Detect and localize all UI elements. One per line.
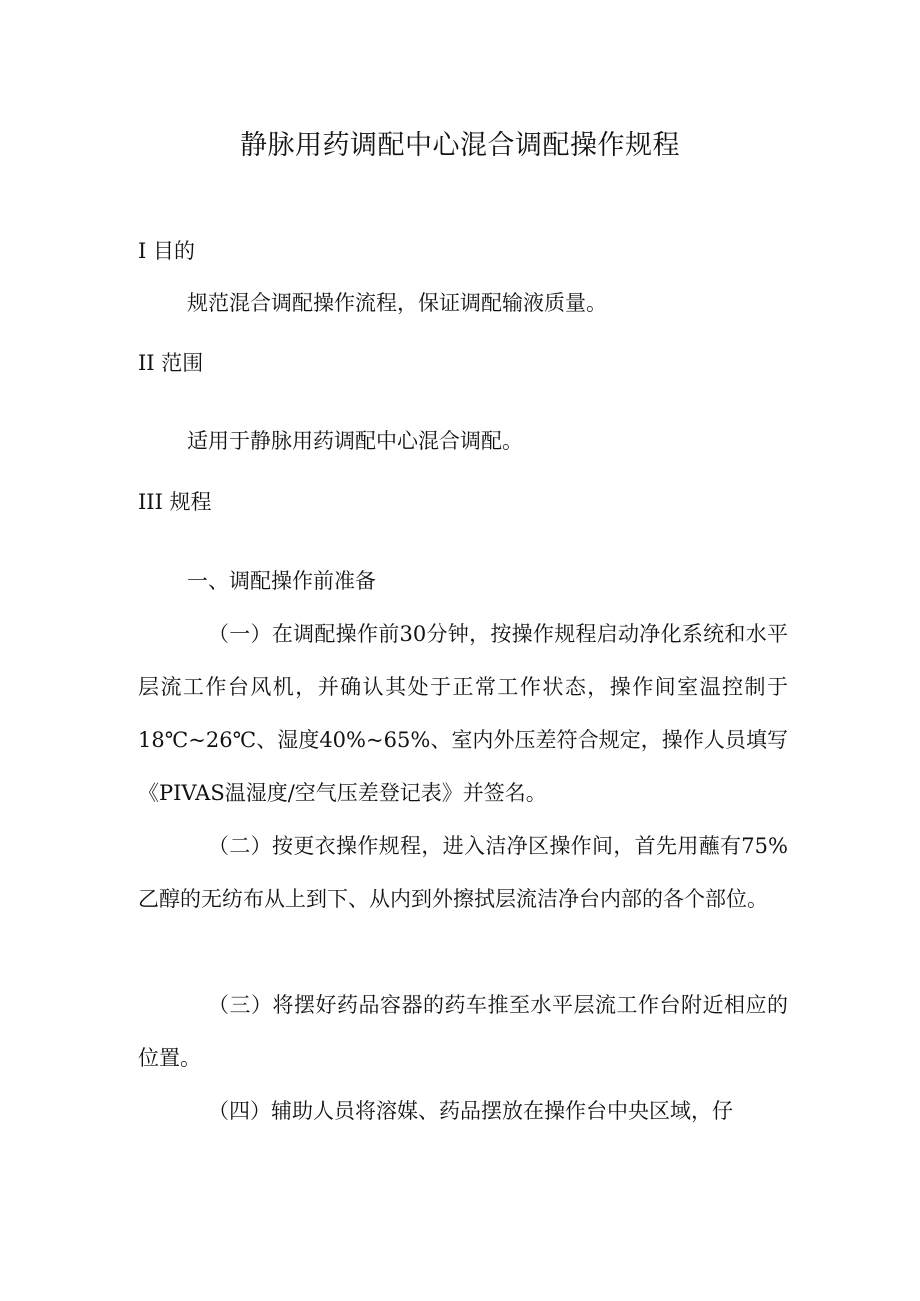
subheading-preparation: 一、调配操作前准备 [187,569,376,593]
section-body-scope: 适用于静脉用药调配中心混合调配。 [187,429,523,453]
section-heading-scope: II 范围 [138,351,204,375]
paragraph-item-1: （一）在调配操作前30分钟，按操作规程启动净化系统和水平层流工作台风机，并确认其处于正常工作状态，操作间室温控制于18℃~26℃、湿度40%~65%、室内外压差符合规定，操作人员填写《PIVAS温湿度/空气压差登记表》并签名。 [138,622,788,805]
section-heading-procedure: III 规程 [138,490,212,514]
section-heading-purpose: I 目的 [138,239,195,263]
paragraph-item-4: （四）辅助人员将溶媒、药品摆放在操作台中央区域，仔 [208,1099,733,1123]
document-title: 静脉用药调配中心混合调配操作规程 [240,130,680,161]
section-body-purpose: 规范混合调配操作流程，保证调配输液质量。 [187,291,607,315]
paragraph-item-3: （三）将摆好药品容器的药车推至水平层流工作台附近相应的位置。 [138,993,788,1070]
paragraph-item-2: （二）按更衣操作规程，进入洁净区操作间，首先用蘸有75%乙醇的无纺布从上到下、从内到外擦拭层流洁净台内部的各个部位。 [138,834,788,911]
